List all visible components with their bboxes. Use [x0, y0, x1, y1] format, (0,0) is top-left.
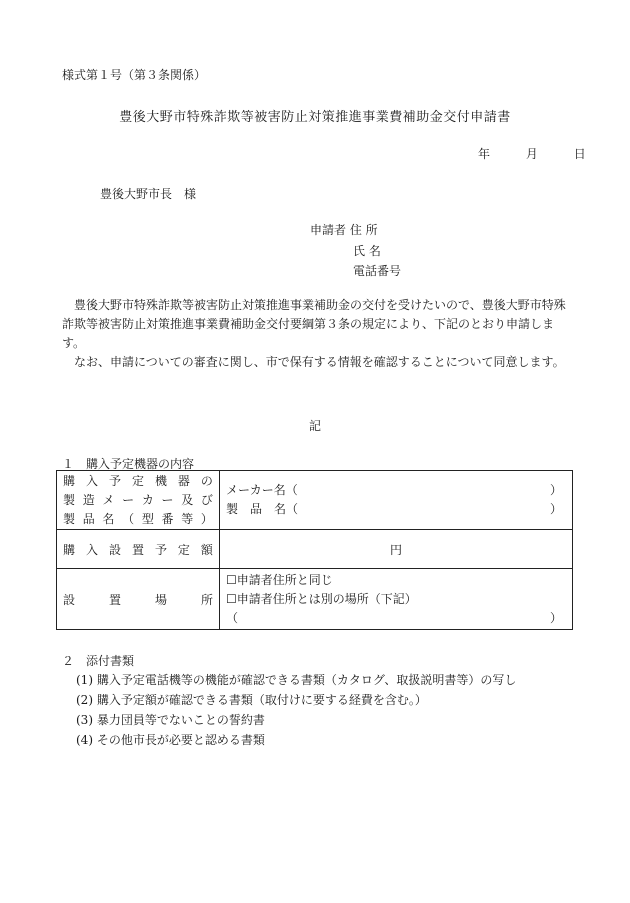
applicant-address-line	[310, 221, 378, 238]
date-line	[478, 145, 586, 162]
label-line-2: 製 造 メ ー カ ー 及 び	[63, 492, 213, 507]
body-paragraph-1: 豊後大野市特殊詐欺等被害防止対策推進事業補助金の交付を受けたいので、豊後大野市特殊詐欺等被害防止対策推進事業費補助金交付要綱第３条の規定により、下記のとおり申請します。	[62, 298, 566, 350]
table-row-amount	[57, 530, 573, 569]
form-number: 様式第１号（第３条関係）	[62, 68, 207, 82]
product-name-field[interactable]: 製 品 名（ ）	[226, 502, 562, 516]
addressee: 豊後大野市長 様	[100, 187, 197, 201]
body-paragraph-2: なお、申請についての審査に関し、市で保有する情報を確認することについて同意します。	[74, 355, 565, 369]
location-label-cell: 設 置 場 所	[57, 569, 220, 630]
amount-field[interactable]: 円	[220, 530, 573, 569]
body-text	[62, 296, 574, 372]
location-option-same[interactable]: ☐申請者住所と同じ	[226, 572, 333, 587]
name-label: 氏 名	[353, 244, 381, 258]
address-label: 住 所	[349, 223, 378, 237]
section1-heading: １ 購入予定機器の内容	[62, 457, 195, 471]
location-value-cell	[220, 569, 573, 630]
attachment-item: (2) 購入予定額が確認できる書類（取付けに要する経費を含む。）	[76, 693, 427, 707]
ki-heading: 記	[308, 419, 321, 433]
product-value-cell[interactable]	[220, 471, 573, 530]
document-title: 豊後大野市特殊詐欺等被害防止対策推進事業費補助金交付申請書	[119, 110, 511, 125]
phone-label: 電話番号	[353, 264, 402, 278]
attachment-item: (4) その他市長が必要と認める書類	[76, 733, 265, 747]
maker-name-field[interactable]: メーカー名（ ）	[226, 483, 562, 497]
amount-label-cell: 購 入 設 置 予 定 額	[57, 530, 220, 569]
table-row-location	[57, 569, 573, 630]
label-line-3: 製 品 名 （ 型 番 等 ）	[63, 511, 213, 526]
attachment-item: (3) 暴力団員等でないことの誓約書	[76, 713, 265, 727]
section2-heading: ２ 添付書類	[62, 654, 135, 668]
table-row-product	[57, 471, 573, 530]
location-option-other[interactable]: ☐申請者住所とは別の場所（下記）	[226, 591, 417, 606]
attachment-item: (1) 購入予定電話機等の機能が確認できる書類（カタログ、取扱説明書等）の写し	[76, 673, 517, 687]
label-line-1: 購 入 予 定 機 器 の	[63, 473, 213, 488]
other-location-field[interactable]: （ ）	[226, 610, 562, 625]
equipment-table	[56, 470, 573, 630]
date-month: 月	[525, 147, 538, 161]
date-year: 年	[478, 147, 491, 161]
product-label-cell	[57, 471, 220, 530]
applicant-label: 申請者	[310, 223, 347, 237]
date-day: 日	[573, 147, 586, 161]
